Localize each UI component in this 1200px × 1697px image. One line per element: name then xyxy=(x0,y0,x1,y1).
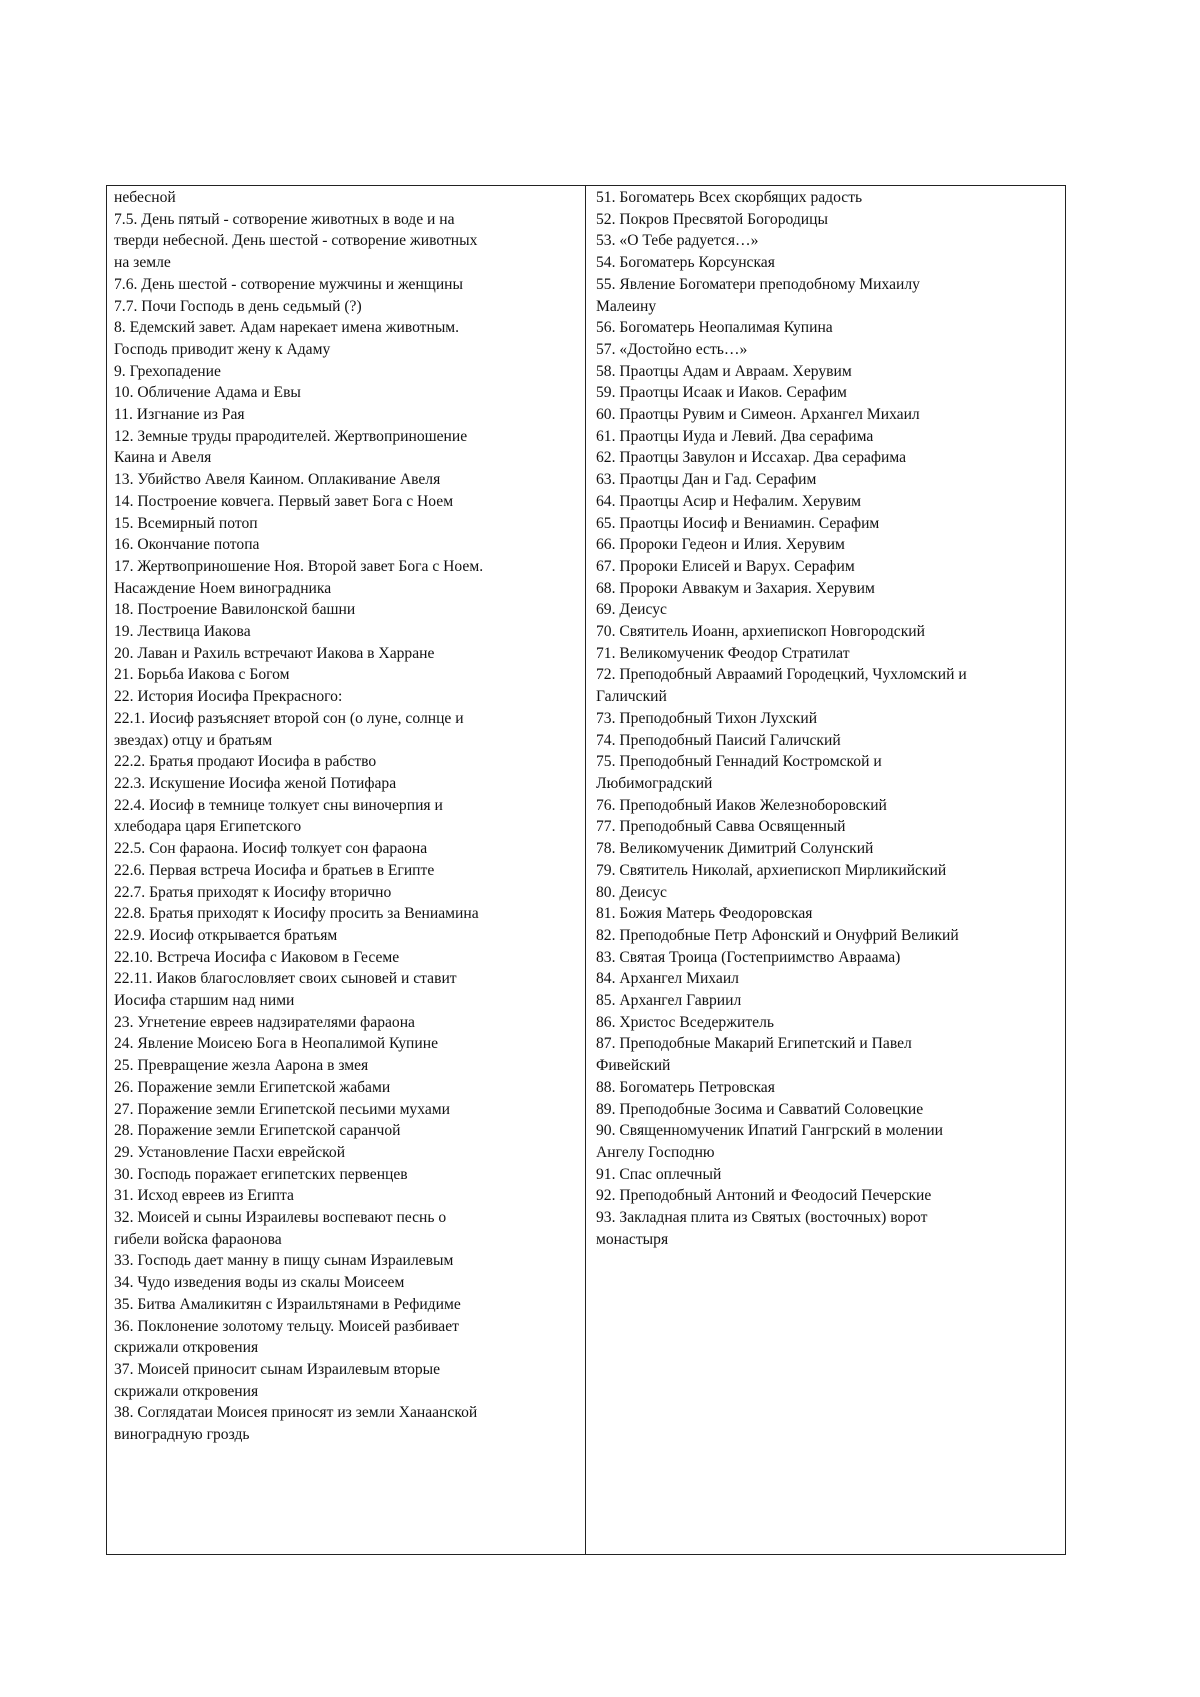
left-column-line: Насаждение Ноем виноградника xyxy=(114,579,332,597)
right-column-line: 52. Покров Пресвятой Богородицы xyxy=(596,210,828,228)
left-column-line: 21. Борьба Иакова с Богом xyxy=(114,666,290,684)
left-column-line: скрижали откровения xyxy=(114,1339,259,1357)
left-column-line: 8. Едемский завет. Адам нарекает имена животным. xyxy=(114,319,460,337)
right-column-line: 84. Архангел Михаил xyxy=(596,970,739,988)
right-column-line: 54. Богоматерь Корсунская xyxy=(596,254,775,272)
left-column-line: 22.11. Иаков благословляет своих сыновей и ставит xyxy=(114,970,457,988)
left-column-line: 29. Установление Пасхи еврейской xyxy=(114,1143,346,1161)
right-column-line: 56. Богоматерь Неопалимая Купина xyxy=(596,319,833,337)
right-column-line: 70. Святитель Иоанн, архиепископ Новгородский xyxy=(596,623,925,641)
right-column-line: 90. Священномученик Ипатий Гангрский в молении xyxy=(596,1122,943,1140)
right-column-line: 88. Богоматерь Петровская xyxy=(596,1078,775,1096)
right-column-line: 78. Великомученик Димитрий Солунский xyxy=(596,840,874,858)
left-column-line: 37. Моисей приносит сынам Израилевым вторые xyxy=(114,1360,441,1378)
left-column-line: 22.5. Сон фараона. Иосиф толкует сон фараона xyxy=(114,840,428,858)
right-column-line: 63. Праотцы Дан и Гад. Серафим xyxy=(596,471,817,489)
left-column-line: Каина и Авеля xyxy=(114,449,212,467)
right-column-line: 65. Праотцы Иосиф и Вениамин. Серафим xyxy=(596,514,880,532)
left-column-line: небесной xyxy=(114,189,176,206)
right-column-line: 76. Преподобный Иаков Железноборовский xyxy=(596,796,887,814)
right-column-line: 85. Архангел Гавриил xyxy=(596,992,742,1010)
right-column-line: 80. Деисус xyxy=(596,883,667,901)
right-column-line: 92. Преподобный Антоний и Феодосий Печерские xyxy=(596,1187,932,1205)
left-column-line: 30. Господь поражает египетских первенцев xyxy=(114,1165,408,1183)
left-column-line: 22.7. Братья приходят к Иосифу вторично xyxy=(114,883,392,901)
left-column-line: 20. Лаван и Рахиль встречают Иакова в Харране xyxy=(114,644,435,662)
right-column-line: 67. Пророки Елисей и Варух. Серафим xyxy=(596,557,855,575)
left-column-line: 18. Построение Вавилонской башни xyxy=(114,601,356,619)
right-column-line: Галичский xyxy=(596,688,667,706)
right-column-line: 87. Преподобные Макарий Египетский и Павел xyxy=(596,1035,912,1053)
right-column-line: Малеину xyxy=(596,297,657,315)
right-column-line: Любимоградский xyxy=(596,774,713,792)
right-column-line: монастыря xyxy=(596,1230,669,1248)
left-column-line: 9. Грехопадение xyxy=(114,362,221,380)
left-column-line: 10. Обличение Адама и Евы xyxy=(114,384,301,402)
left-column-line: 23. Угнетение евреев надзирателями фараона xyxy=(114,1013,415,1031)
left-column-line: 28. Поражение земли Египетской саранчой xyxy=(114,1122,401,1140)
right-column-line: 73. Преподобный Тихон Лухский xyxy=(596,709,818,727)
left-column-line: 22.6. Первая встреча Иосифа и братьев в Египте xyxy=(114,861,435,879)
left-column-line: 13. Убийство Авеля Каином. Оплакивание Авеля xyxy=(114,471,441,489)
left-column-line: 38. Соглядатаи Моисея приносят из земли Ханаанской xyxy=(114,1404,478,1422)
right-column-line: 55. Явление Богоматери преподобному Михаилу xyxy=(596,275,920,293)
left-column-line: 12. Земные труды прародителей. Жертвоприношение xyxy=(114,427,468,445)
right-column-line: Фивейский xyxy=(596,1057,671,1075)
left-column-line: 22.1. Иосиф разъясняет второй сон (о луне, солнце и xyxy=(114,709,464,727)
left-column-line: 22.10. Встреча Иосифа с Иаковом в Гесеме xyxy=(114,948,400,966)
right-column-line: 81. Божия Матерь Феодоровская xyxy=(596,905,813,923)
left-column-line: виноградную гроздь xyxy=(114,1426,250,1444)
left-column-line: 22.2. Братья продают Иосифа в рабство xyxy=(114,753,377,771)
left-column-line: 16. Окончание потопа xyxy=(114,536,260,554)
left-column-line: 22.9. Иосиф открывается братьям xyxy=(114,926,338,944)
left-column-line: 22.4. Иосиф в темнице толкует сны виночерпия и xyxy=(114,796,443,814)
left-column-line: 25. Превращение жезла Аарона в змея xyxy=(114,1057,369,1075)
right-column-line: Ангелу Господню xyxy=(596,1143,715,1161)
right-column-line: 83. Святая Троица (Гостеприимство Авраама) xyxy=(596,948,901,966)
left-column-line: 19. Лествица Иакова xyxy=(114,623,251,641)
left-column-line: 7.7. Почи Господь в день седьмый (?) xyxy=(114,297,362,315)
right-column-line: 58. Праотцы Адам и Авраам. Херувим xyxy=(596,362,852,380)
right-column-line: 79. Святитель Николай, архиепископ Мирликийский xyxy=(596,861,947,879)
left-column-line: тверди небесной. День шестой - сотворение животных xyxy=(114,232,478,250)
right-column-line: 59. Праотцы Исаак и Иаков. Серафим xyxy=(596,384,847,402)
left-column-line: 34. Чудо изведения воды из скалы Моисеем xyxy=(114,1274,405,1292)
right-column-line: 74. Преподобный Паисий Галичский xyxy=(596,731,841,749)
left-column-line: 22.3. Искушение Иосифа женой Потифара xyxy=(114,774,397,792)
right-column-line: 51. Богоматерь Всех скорбящих радость xyxy=(596,189,863,206)
right-column-line: 66. Пророки Гедеон и Илия. Херувим xyxy=(596,536,845,554)
right-column-line: 72. Преподобный Авраамий Городецкий, Чухломский и xyxy=(596,666,967,684)
left-column xyxy=(107,186,586,1554)
left-column-line: Господь приводит жену к Адаму xyxy=(114,340,331,358)
left-column-line: 36. Поклонение золотому тельцу. Моисей разбивает xyxy=(114,1317,459,1335)
content-table xyxy=(106,185,1066,1555)
right-column xyxy=(586,186,1065,1554)
right-column-line: 89. Преподобные Зосима и Савватий Соловецкие xyxy=(596,1100,924,1118)
left-column-line: 31. Исход евреев из Египта xyxy=(114,1187,294,1205)
left-column-line: скрижали откровения xyxy=(114,1382,259,1400)
left-column-line: на земле xyxy=(114,254,171,272)
left-column-line: 7.6. День шестой - сотворение мужчины и женщины xyxy=(114,275,463,293)
right-column-line: 82. Преподобные Петр Афонский и Онуфрий Великий xyxy=(596,926,959,944)
left-column-line: 22.8. Братья приходят к Иосифу просить за Вениамина xyxy=(114,905,479,923)
right-column-line: 61. Праотцы Иуда и Левий. Два серафима xyxy=(596,427,874,445)
left-column-line: 26. Поражение земли Египетской жабами xyxy=(114,1078,391,1096)
right-column-line: 62. Праотцы Завулон и Иссахар. Два серафима xyxy=(596,449,907,467)
right-column-line: 77. Преподобный Савва Освященный xyxy=(596,818,846,836)
right-column-line: 57. «Достойно есть…» xyxy=(596,340,748,358)
right-column-line: 91. Спас оплечный xyxy=(596,1165,722,1183)
left-column-line: звездах) отцу и братьям xyxy=(114,731,273,749)
left-column-line: 11. Изгнание из Рая xyxy=(114,406,245,424)
left-column-line: хлебодара царя Египетского xyxy=(114,818,302,836)
right-column-line: 69. Деисус xyxy=(596,601,667,619)
left-column-line: 32. Моисей и сыны Израилевы воспевают песнь о xyxy=(114,1209,447,1227)
right-column-line: 75. Преподобный Геннадий Костромской и xyxy=(596,753,882,771)
left-column-line: 14. Построение ковчега. Первый завет Бога с Ноем xyxy=(114,492,454,510)
right-column-line: 71. Великомученик Феодор Стратилат xyxy=(596,644,850,662)
left-column-line: гибели войска фараонова xyxy=(114,1230,282,1248)
left-column-line: 15. Всемирный потоп xyxy=(114,514,258,532)
right-column-line: 86. Христос Вседержитель xyxy=(596,1013,774,1031)
left-column-line: Иосифа старшим над ними xyxy=(114,992,295,1010)
left-column-line: 7.5. День пятый - сотворение животных в воде и на xyxy=(114,210,455,228)
right-column-line: 93. Закладная плита из Святых (восточных) ворот xyxy=(596,1209,928,1227)
right-column-line: 68. Пророки Аввакум и Захария. Херувим xyxy=(596,579,875,597)
right-column-line: 64. Праотцы Асир и Нефалим. Херувим xyxy=(596,492,862,510)
left-column-line: 27. Поражение земли Египетской песьими мухами xyxy=(114,1100,450,1118)
left-column-line: 24. Явление Моисею Бога в Неопалимой Купине xyxy=(114,1035,438,1053)
left-column-line: 33. Господь дает манну в пищу сынам Израилевым xyxy=(114,1252,454,1270)
right-column-line: 53. «О Тебе радуется…» xyxy=(596,232,759,250)
left-column-line: 17. Жертвоприношение Ноя. Второй завет Бога с Ноем. xyxy=(114,557,484,575)
right-column-line: 60. Праотцы Рувим и Симеон. Архангел Михаил xyxy=(596,406,920,424)
left-column-line: 22. История Иосифа Прекрасного: xyxy=(114,688,343,706)
left-column-line: 35. Битва Амаликитян с Израильтянами в Рефидиме xyxy=(114,1295,461,1313)
